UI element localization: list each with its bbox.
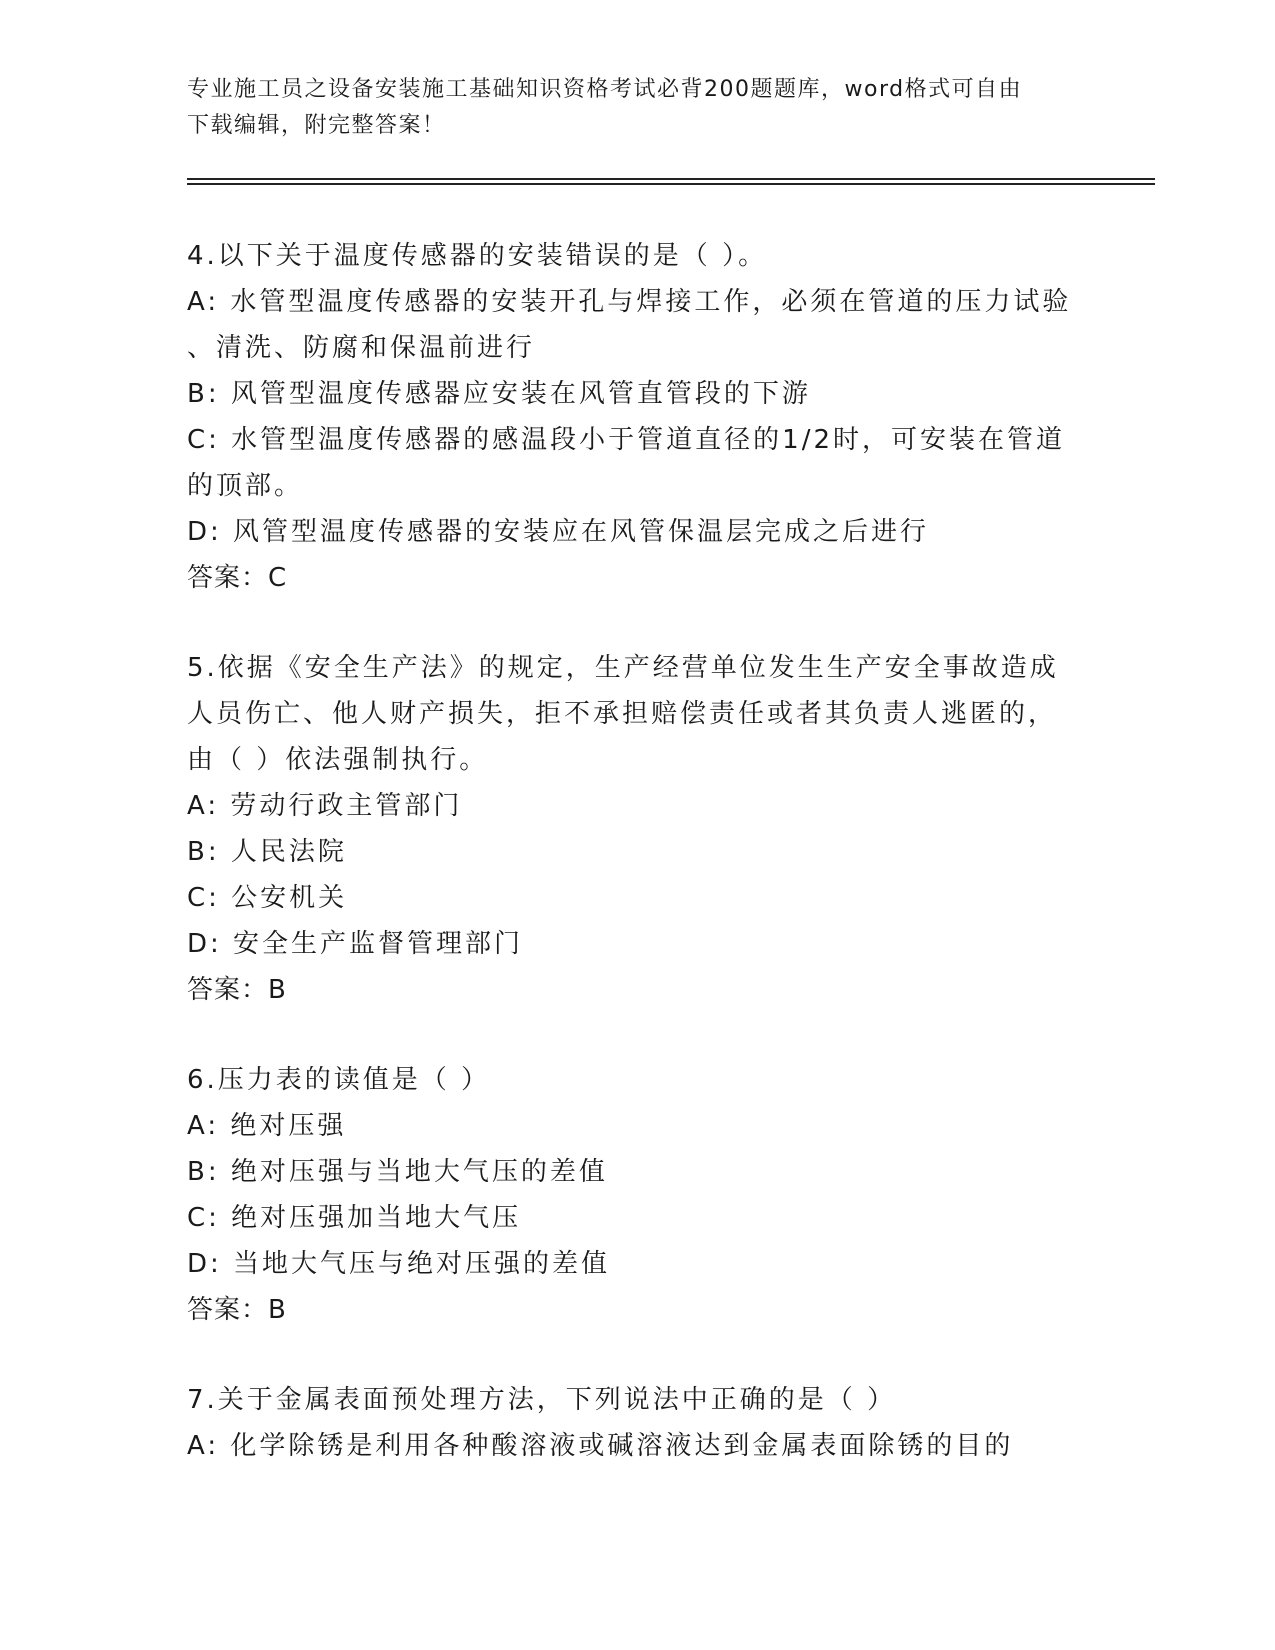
option-d: D: 风管型温度传感器的安装应在风管保温层完成之后进行 bbox=[187, 517, 930, 547]
question-stem-continued: 由（ ）依法强制执行。 bbox=[187, 745, 489, 775]
option-c-continued: 的顶部。 bbox=[187, 471, 304, 501]
answer: 答案：B bbox=[187, 1295, 287, 1325]
option-d: D: 当地大气压与绝对压强的差值 bbox=[187, 1249, 611, 1279]
option-d: D: 安全生产监督管理部门 bbox=[187, 929, 524, 959]
option-b: B: 人民法院 bbox=[187, 837, 347, 867]
question-5 bbox=[187, 645, 1087, 1013]
header-line-1: 专业施工员之设备安装施工基础知识资格考试必背200题题库，word格式可自由 bbox=[187, 77, 1023, 102]
option-a: A: 绝对压强 bbox=[187, 1111, 347, 1141]
answer: 答案：B bbox=[187, 975, 287, 1005]
option-b: B: 绝对压强与当地大气压的差值 bbox=[187, 1157, 608, 1187]
header-divider-bottom bbox=[187, 183, 1155, 185]
question-stem: 7.关于金属表面预处理方法，下列说法中正确的是（ ） bbox=[187, 1385, 897, 1415]
option-a: A: 劳动行政主管部门 bbox=[187, 791, 463, 821]
question-stem: 4.以下关于温度传感器的安装错误的是（ ）。 bbox=[187, 241, 768, 271]
header-divider-top bbox=[187, 178, 1155, 180]
question-stem: 5.依据《安全生产法》的规定，生产经营单位发生生产安全事故造成 bbox=[187, 653, 1059, 683]
option-a: A: 化学除锈是利用各种酸溶液或碱溶液达到金属表面除锈的目的 bbox=[187, 1431, 1014, 1461]
option-a: A: 水管型温度传感器的安装开孔与焊接工作，必须在管道的压力试验 bbox=[187, 287, 1072, 317]
answer: 答案：C bbox=[187, 563, 288, 593]
header-line-2: 下载编辑，附完整答案！ bbox=[187, 113, 446, 138]
question-4 bbox=[187, 233, 1087, 601]
option-c: C: 水管型温度传感器的感温段小于管道直径的1/2时，可安装在管道 bbox=[187, 425, 1066, 455]
question-stem-continued: 人员伤亡、他人财产损失，拒不承担赔偿责任或者其负责人逃匿的， bbox=[187, 699, 1058, 729]
option-c: C: 绝对压强加当地大气压 bbox=[187, 1203, 522, 1233]
question-stem: 6.压力表的读值是（ ） bbox=[187, 1065, 491, 1095]
option-b: B: 风管型温度传感器应安装在风管直管段的下游 bbox=[187, 379, 811, 409]
option-c: C: 公安机关 bbox=[187, 883, 348, 913]
document-header bbox=[187, 72, 1087, 144]
question-7 bbox=[187, 1377, 1087, 1469]
question-6 bbox=[187, 1057, 1087, 1333]
option-a-continued: 、清洗、防腐和保温前进行 bbox=[187, 333, 536, 363]
